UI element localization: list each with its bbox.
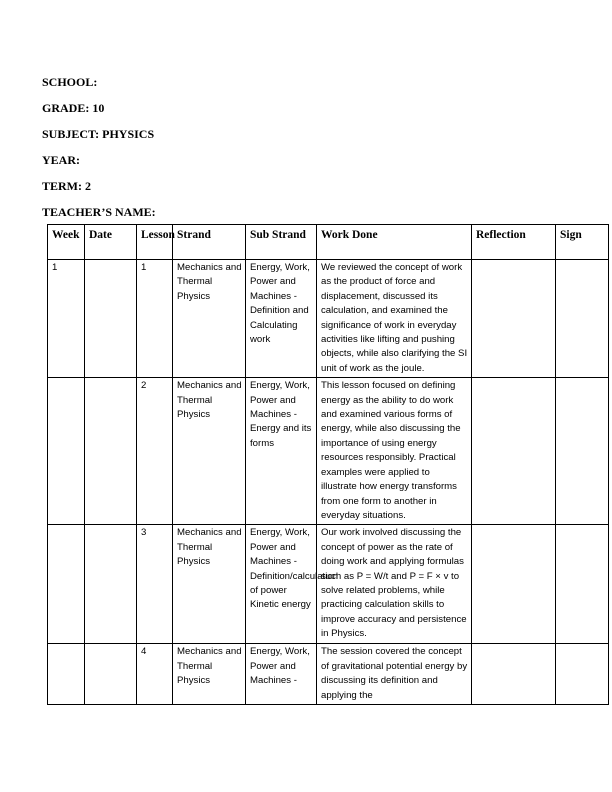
column-header-strand: Strand bbox=[173, 225, 246, 260]
teacher-name-label: TEACHER’S NAME: bbox=[42, 205, 156, 219]
cell-sub-strand: Energy, Work, Power and Machines - bbox=[246, 644, 317, 705]
cell-strand: Mechanics and Thermal Physics bbox=[173, 644, 246, 705]
cell-work-done: The session covered the concept of gravitational potential energy by discussing its definition and applying the bbox=[317, 644, 472, 705]
cell-sub-strand: Energy, Work, Power and Machines - Definition/calculation of power Kinetic energy bbox=[246, 525, 317, 644]
table-row bbox=[48, 260, 609, 378]
cell-strand: Mechanics and Thermal Physics bbox=[173, 525, 246, 644]
cell-sub-strand: Energy, Work, Power and Machines - Definition and Calculating work bbox=[246, 260, 317, 378]
grade-label: GRADE: 10 bbox=[42, 101, 105, 115]
cell-week bbox=[48, 378, 85, 525]
column-header-week: Week bbox=[48, 225, 85, 260]
cell-sign bbox=[556, 378, 609, 525]
cell-sub-strand: Energy, Work, Power and Machines - Energy and its forms bbox=[246, 378, 317, 525]
cell-reflection bbox=[472, 525, 556, 644]
school-label: SCHOOL: bbox=[42, 75, 98, 89]
table-row bbox=[48, 644, 609, 705]
year-label: YEAR: bbox=[42, 153, 80, 167]
cell-strand: Mechanics and Thermal Physics bbox=[173, 260, 246, 378]
cell-reflection bbox=[472, 378, 556, 525]
cell-date bbox=[85, 378, 137, 525]
table-row bbox=[48, 525, 609, 644]
table-header-row bbox=[48, 225, 609, 260]
cell-lesson: 4 bbox=[137, 644, 173, 705]
cell-lesson: 2 bbox=[137, 378, 173, 525]
cell-strand: Mechanics and Thermal Physics bbox=[173, 378, 246, 525]
cell-lesson: 3 bbox=[137, 525, 173, 644]
cell-sign bbox=[556, 260, 609, 378]
cell-work-done: Our work involved discussing the concept of power as the rate of doing work and applying formulas such as P = W/t and P = F × v to solve related problems, while practicing calculation skills to improve accuracy and persistence in Physics. bbox=[317, 525, 472, 644]
subject-label: SUBJECT: PHYSICS bbox=[42, 127, 155, 141]
cell-sign bbox=[556, 525, 609, 644]
cell-lesson: 1 bbox=[137, 260, 173, 378]
cell-week bbox=[48, 644, 85, 705]
cell-sign bbox=[556, 644, 609, 705]
cell-date bbox=[85, 525, 137, 644]
column-header-sub-strand: Sub Strand bbox=[246, 225, 317, 260]
cell-date bbox=[85, 260, 137, 378]
column-header-lesson: Lesson bbox=[137, 225, 173, 260]
cell-date bbox=[85, 644, 137, 705]
cell-reflection bbox=[472, 260, 556, 378]
column-header-work-done: Work Done bbox=[317, 225, 472, 260]
cell-week bbox=[48, 525, 85, 644]
term-label: TERM: 2 bbox=[42, 179, 91, 193]
table-row bbox=[48, 378, 609, 525]
column-header-reflection: Reflection bbox=[472, 225, 556, 260]
column-header-date: Date bbox=[85, 225, 137, 260]
cell-week: 1 bbox=[48, 260, 85, 378]
cell-work-done: We reviewed the concept of work as the product of force and displacement, discussed its calculation, and examined the significance of work in everyday activities like lifting and pushing objects, while also clarifying the SI unit of work as the joule. bbox=[317, 260, 472, 378]
record-of-work-table bbox=[47, 224, 609, 705]
cell-reflection bbox=[472, 644, 556, 705]
column-header-sign: Sign bbox=[556, 225, 609, 260]
cell-work-done: This lesson focused on defining energy as the ability to do work and examined various forms of energy, while also discussing the importance of using energy resources responsibly. Practical examples were applied to illustrate how energy transforms from one form to another in everyday situations. bbox=[317, 378, 472, 525]
